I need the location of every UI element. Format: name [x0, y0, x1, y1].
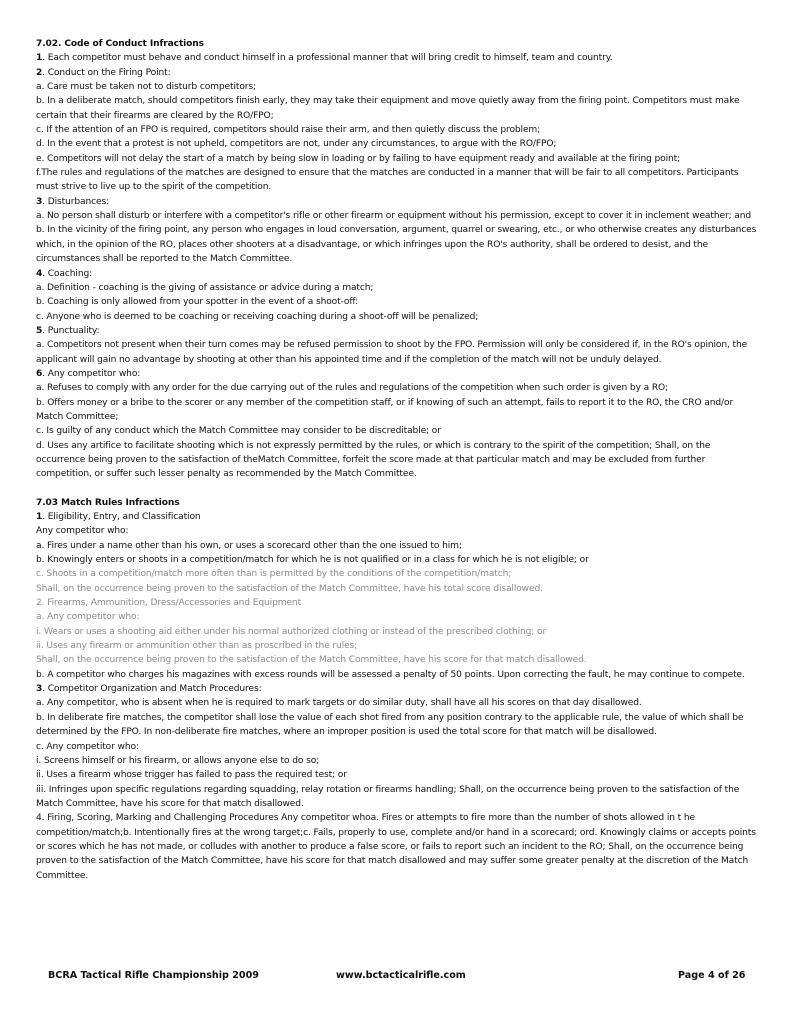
- rule-paragraph: [36, 281, 760, 295]
- rule-paragraph: [36, 639, 760, 653]
- rule-text: . Eligibility, Entry, and Classification: [42, 512, 201, 522]
- rule-paragraph: [36, 811, 760, 883]
- rule-text: c. Is guilty of any conduct which the Match Committee may consider to be discreditable; or: [36, 426, 441, 437]
- footer-url: www.bctacticalrifle.com: [336, 970, 466, 981]
- rule-paragraph: [36, 582, 760, 596]
- rule-text: . Any competitor who:: [42, 368, 141, 379]
- rule-paragraph: [36, 166, 760, 195]
- rule-number: 6: [36, 368, 43, 379]
- rule-text: . Conduct on the Firing Point:: [42, 67, 171, 78]
- rule-paragraph: [36, 539, 760, 553]
- section-703-list: [36, 510, 760, 883]
- rule-paragraph: [36, 553, 760, 567]
- rule-number: 1: [36, 53, 43, 64]
- rule-paragraph: [36, 596, 760, 610]
- rule-text: c. Any competitor who:: [36, 741, 139, 752]
- rule-paragraph: [36, 367, 760, 381]
- section-spacer: [36, 482, 760, 496]
- rule-text: f.The rules and regulations of the matches are designed to ensure that the matches are conducted in a manner that will be fair to all competitors. Participants must strive to live up to the spirit of the competition.: [36, 168, 739, 193]
- rule-paragraph: [36, 381, 760, 395]
- rule-text: 4. Firing, Scoring, Marking and Challenging Procedures Any competitor whoa. Fires or attempts to fire more than the number of shots allowed in t he competition/match;b. Intentionally fires at the wrong target;c. Fails, properly to use, complete and/or hand in a scorecard; ord. Knowingly claims or accepts points or scores which he has not made, or colludes with another to produce a false score, or fails to report such an incident to the RO; Shall, on the occurrence being proven to the satisfaction of the Match Committee, have his score for that match disallowed and may suffer some greater penalty at the discretion of the Match Committee.: [36, 813, 756, 881]
- rule-paragraph: [36, 51, 760, 65]
- rule-text: a. Refuses to comply with any order for the due carrying out of the rules and regulations of the competition when such order is given by a RO;: [36, 383, 669, 394]
- rule-paragraph: [36, 567, 760, 581]
- rule-text: i. Wears or uses a shooting aid either under his normal authorized clothing or instead of the prescribed clothing; or: [36, 626, 547, 637]
- section-702-list: [36, 51, 760, 481]
- rule-paragraph: [36, 768, 760, 782]
- rule-text: b. Coaching is only allowed from your spotter in the event of a shoot-off:: [36, 297, 359, 308]
- rule-text: Any competitor who:: [36, 526, 129, 537]
- rule-text: c. Shoots in a competition/match more often than is permitted by the conditions of the competition/match;: [36, 569, 512, 580]
- rule-paragraph: [36, 267, 760, 281]
- rule-paragraph: [36, 66, 760, 80]
- rule-paragraph: [36, 94, 760, 123]
- rule-text: d. In the event that a protest is not upheld, competitors are not, under any circumstances, to argue with the RO/FPO;: [36, 139, 557, 150]
- rule-paragraph: [36, 223, 760, 266]
- rule-text: b. In a deliberate match, should competitors finish early, they may take their equipment and move quietly away from the firing point. Competitors must make certain that their firearms are cleared by the RO/FPO;: [36, 96, 740, 121]
- rule-text: i. Screens himself or his firearm, or allows anyone else to do so;: [36, 755, 320, 766]
- rule-paragraph: [36, 711, 760, 740]
- rule-number: 2: [36, 67, 43, 78]
- rule-text: d. Uses any artifice to facilitate shooting which is not expressly permitted by the rules, or which is contrary to the spirit of the competition; Shall, on the occurrence being proven to the satisfaction of theMatch Committee, forfeit the score made at that particular match and may be excluded from further competition, or suffer such lesser penalty as recommended by the Match Committee.: [36, 440, 711, 480]
- rule-paragraph: [36, 653, 760, 667]
- rule-paragraph: [36, 610, 760, 624]
- rule-text: . Coaching:: [42, 268, 93, 279]
- rule-text: iii. Infringes upon specific regulations regarding squadding, relay rotation or firearms handling; Shall, on the occurrence being proven to the satisfaction of the Match Committee, have his score for that match disallowed.: [36, 784, 740, 809]
- rule-text: a. No person shall disturb or interfere with a competitor's rifle or other firearm or equipment without his permission, except to cover it in inclement weather; and: [36, 211, 752, 222]
- rule-text: a. Any competitor, who is absent when he is required to mark targets or do similar duty, shall have all his scores on that day disallowed.: [36, 698, 642, 709]
- rule-number: 5: [36, 325, 43, 336]
- rule-text: a. Care must be taken not to disturb competitors;: [36, 82, 256, 93]
- rule-number: 3: [36, 196, 43, 207]
- rule-text: b. Offers money or a bribe to the scorer or any member of the competition staff, or if knowing of such an attempt, fails to report it to the RO, the CRO and/or Match Committee;: [36, 397, 734, 422]
- rule-paragraph: [36, 510, 760, 524]
- rule-paragraph: [36, 668, 760, 682]
- section-703-title: 7.03 Match Rules Infractions: [36, 497, 180, 508]
- rule-text: c. Anyone who is deemed to be coaching or receiving coaching during a shoot-off will be penalized;: [36, 311, 479, 322]
- rule-text: b. Knowingly enters or shoots in a competition/match for which he is not qualified or in a class for which he is not eligible; or: [36, 555, 589, 566]
- rule-number: 1: [36, 512, 43, 522]
- rule-text: b. In the vicinity of the firing point, any person who engages in loud conversation, argument, quarrel or swearing, etc., or who otherwise creates any disturbances which, in the opinion of the RO, places other shooters at a disadvantage, or which infringes upon the RO's authority, shall be ordered to desist, and the circumstances shall be reported to the Match Committee.: [36, 225, 757, 265]
- rule-paragraph: [36, 740, 760, 754]
- rule-paragraph: [36, 123, 760, 137]
- rule-paragraph: [36, 310, 760, 324]
- rule-text: b. In deliberate fire matches, the competitor shall lose the value of each shot fired from any position contrary to the applicable rule, the value of which shall be determined by the FPO. In non-deliberate fire matches, where an improper position is used the total score for that match will be disallowed.: [36, 712, 744, 738]
- rule-paragraph: [36, 439, 760, 482]
- rule-text: Shall, on the occurrence being proven to the satisfaction of the Match Committee, have his score for that match disallowed.: [36, 655, 587, 666]
- rule-paragraph: [36, 137, 760, 151]
- rule-text: a. Fires under a name other than his own, or uses a scorecard other than the one issued to him;: [36, 540, 462, 551]
- rule-paragraph: [36, 195, 760, 209]
- rule-text: a. Competitors not present when their turn comes may be refused permission to shoot by the FPO. Permission will only be considered if, in the RO's opinion, the applicant will gain no advantage by shooting at other than his appointed time and if the completion of the match will not be unduly delayed.: [36, 340, 748, 365]
- rule-paragraph: [36, 338, 760, 367]
- rule-paragraph: [36, 209, 760, 223]
- rule-text: c. If the attention of an FPO is required, competitors should raise their arm, and then quietly discuss the problem;: [36, 125, 541, 136]
- rule-paragraph: [36, 152, 760, 166]
- rule-text: ii. Uses a firearm whose trigger has failed to pass the required test; or: [36, 770, 347, 781]
- rule-number: 3: [36, 684, 43, 695]
- rule-text: ii. Uses any firearm or ammunition other than as proscribed in the rules;: [36, 641, 358, 652]
- rule-paragraph: [36, 625, 760, 639]
- rule-paragraph: [36, 682, 760, 696]
- rule-text: Shall, on the occurrence being proven to the satisfaction of the Match Committee, have his total score disallowed.: [36, 583, 543, 594]
- rule-paragraph: [36, 396, 760, 425]
- rule-text: e. Competitors will not delay the start of a match by being slow in loading or by failing to have equipment ready and available at the firing point;: [36, 153, 681, 164]
- document-body: [36, 37, 760, 883]
- rule-text: . Disturbances:: [42, 196, 110, 207]
- rule-number: 4: [36, 268, 43, 279]
- rule-paragraph: [36, 324, 760, 338]
- rule-paragraph: [36, 424, 760, 438]
- rule-paragraph: [36, 754, 760, 768]
- rule-text: a. Any competitor who:: [36, 612, 140, 623]
- rule-paragraph: [36, 783, 760, 812]
- footer-page-number: Page 4 of 26: [678, 970, 746, 981]
- rule-paragraph: [36, 524, 760, 538]
- rule-text: b. A competitor who charges his magazines with excess rounds will be assessed a penalty of 50 points. Upon correcting the fault, he may continue to compete.: [36, 669, 745, 680]
- rule-text: . Competitor Organization and Match Procedures:: [42, 684, 262, 695]
- footer-title: BCRA Tactical Rifle Championship 2009: [48, 970, 259, 981]
- section-702-title: 7.02. Code of Conduct Infractions: [36, 39, 204, 49]
- rule-text: . Punctuality:: [42, 325, 100, 336]
- rule-text: . Each competitor must behave and conduct himself in a professional manner that will bring credit to himself, team and country.: [42, 53, 613, 64]
- rule-paragraph: [36, 295, 760, 309]
- rule-paragraph: [36, 80, 760, 94]
- rule-text: 2. Firearms, Ammunition, Dress/Accessories and Equipment: [36, 598, 302, 609]
- rule-text: a. Definition - coaching is the giving of assistance or advice during a match;: [36, 282, 374, 293]
- rule-paragraph: [36, 696, 760, 710]
